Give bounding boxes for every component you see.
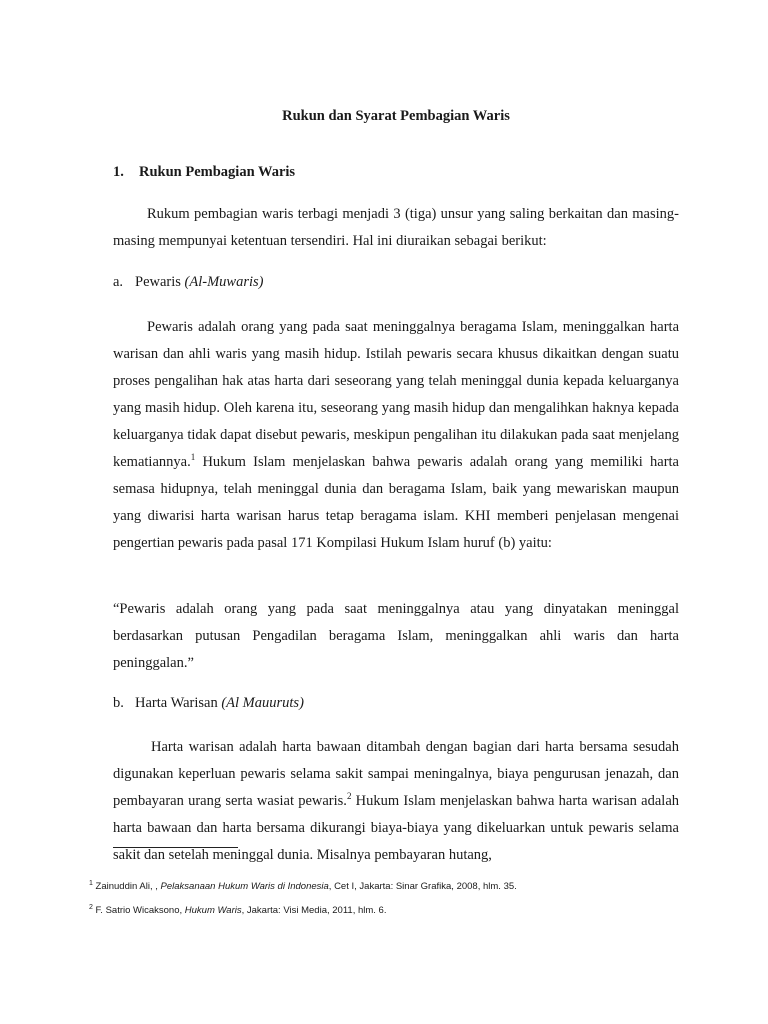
section-number: 1. xyxy=(113,164,124,180)
paragraph-text: Harta warisan adalah harta bawaan ditambah dengan bagian dari harta bersama sesudah digunakan keperluan pewaris selama sakit sampai meningalnya, biaya pengurusan jenazah, dan pembayaran urang serta wasiat pewaris. xyxy=(113,739,679,809)
subheading-harta-warisan xyxy=(113,695,304,712)
subheading-italic-term: (Al Mauuruts) xyxy=(221,695,304,711)
footnote-text: , Jakarta: Visi Media, 2011, hlm. 6. xyxy=(241,905,387,916)
subheading-letter: b. xyxy=(113,695,124,711)
footnote-1 xyxy=(89,881,517,893)
subheading-label: Harta Warisan xyxy=(135,695,222,711)
footnote-text: , Cet I, Jakarta: Sinar Grafika, 2008, hlm. 35. xyxy=(328,881,517,892)
paragraph-text: Hukum Islam menjelaskan bahwa harta warisan adalah harta bawaan dan harta bersama dikurangi biaya-biaya yang dikeluarkan untuk pewaris selama sakit dan setelah meninggal dunia. Misalnya pembayaran hutang, xyxy=(113,793,680,863)
subheading-italic-term: (Al-Muwaris) xyxy=(184,274,264,290)
document-page xyxy=(89,0,680,1024)
footnote-separator xyxy=(113,847,238,848)
footnote-ref-1[interactable]: 1 xyxy=(190,452,196,463)
footnote-text: F. Satrio Wicaksono, xyxy=(95,905,185,916)
subheading-letter: a. xyxy=(113,274,124,290)
section-heading-text: Rukun Pembagian Waris xyxy=(139,164,296,180)
footnote-ref-2[interactable]: 2 xyxy=(346,791,352,802)
footnote-2 xyxy=(89,905,386,917)
footnote-book-title: Pelaksanaan Hukum Waris di Indonesia xyxy=(160,881,329,892)
footnote-number: 1 xyxy=(89,879,93,887)
footnote-book-title: Hukum Waris xyxy=(184,905,242,916)
subheading-label: Pewaris xyxy=(135,274,185,290)
paragraph-harta-warisan xyxy=(113,734,679,869)
footnote-text: Zainuddin Ali, , xyxy=(95,881,161,892)
document-title: Rukun dan Syarat Pembagian Waris xyxy=(282,108,510,124)
paragraph-pewaris xyxy=(113,314,679,557)
intro-paragraph: Rukum pembagian waris terbagi menjadi 3 (tiga) unsur yang saling berkaitan dan masing-masing mempunyai ketentuan tersendiri. Hal ini diuraikan sebagai berikut: xyxy=(113,206,679,249)
subheading-pewaris xyxy=(113,274,263,291)
section-heading-rukun xyxy=(113,164,295,181)
paragraph-text: Pewaris adalah orang yang pada saat meninggalnya beragama Islam, meninggalkan harta warisan dan ahli waris yang masih hidup. Istilah pewaris secara khusus dikaitkan dengan suatu proses pengalihan hak atas harta dari seseorang yang telah meninggal dunia kepada keluarganya yang masih hidup. Oleh karena itu, seseorang yang masih hidup dan mengalihkan haknya kepada keluarganya tidak dapat disebut pewaris, meskipun pengalihan itu dilakukan pada saat menjelang kematiannya. xyxy=(113,319,679,470)
paragraph-text: Hukum Islam menjelaskan bahwa pewaris adalah orang yang memiliki harta semasa hidupnya, telah meninggal dunia dan beragama Islam, baik yang mewariskan maupun yang diwarisi harta warisan harus tetap beragama islam. KHI memberi penjelasan mengenai pengertian pewaris pada pasal 171 Kompilasi Hukum Islam huruf (b) yaitu: xyxy=(113,454,679,551)
footnote-number: 2 xyxy=(89,903,93,911)
quote-khi-pasal-171: “Pewaris adalah orang yang pada saat meninggalnya atau yang dinyatakan meninggal berdasarkan putusan Pengadilan beragama Islam, meninggalkan ahli waris dan harta peninggalan.” xyxy=(113,601,679,671)
